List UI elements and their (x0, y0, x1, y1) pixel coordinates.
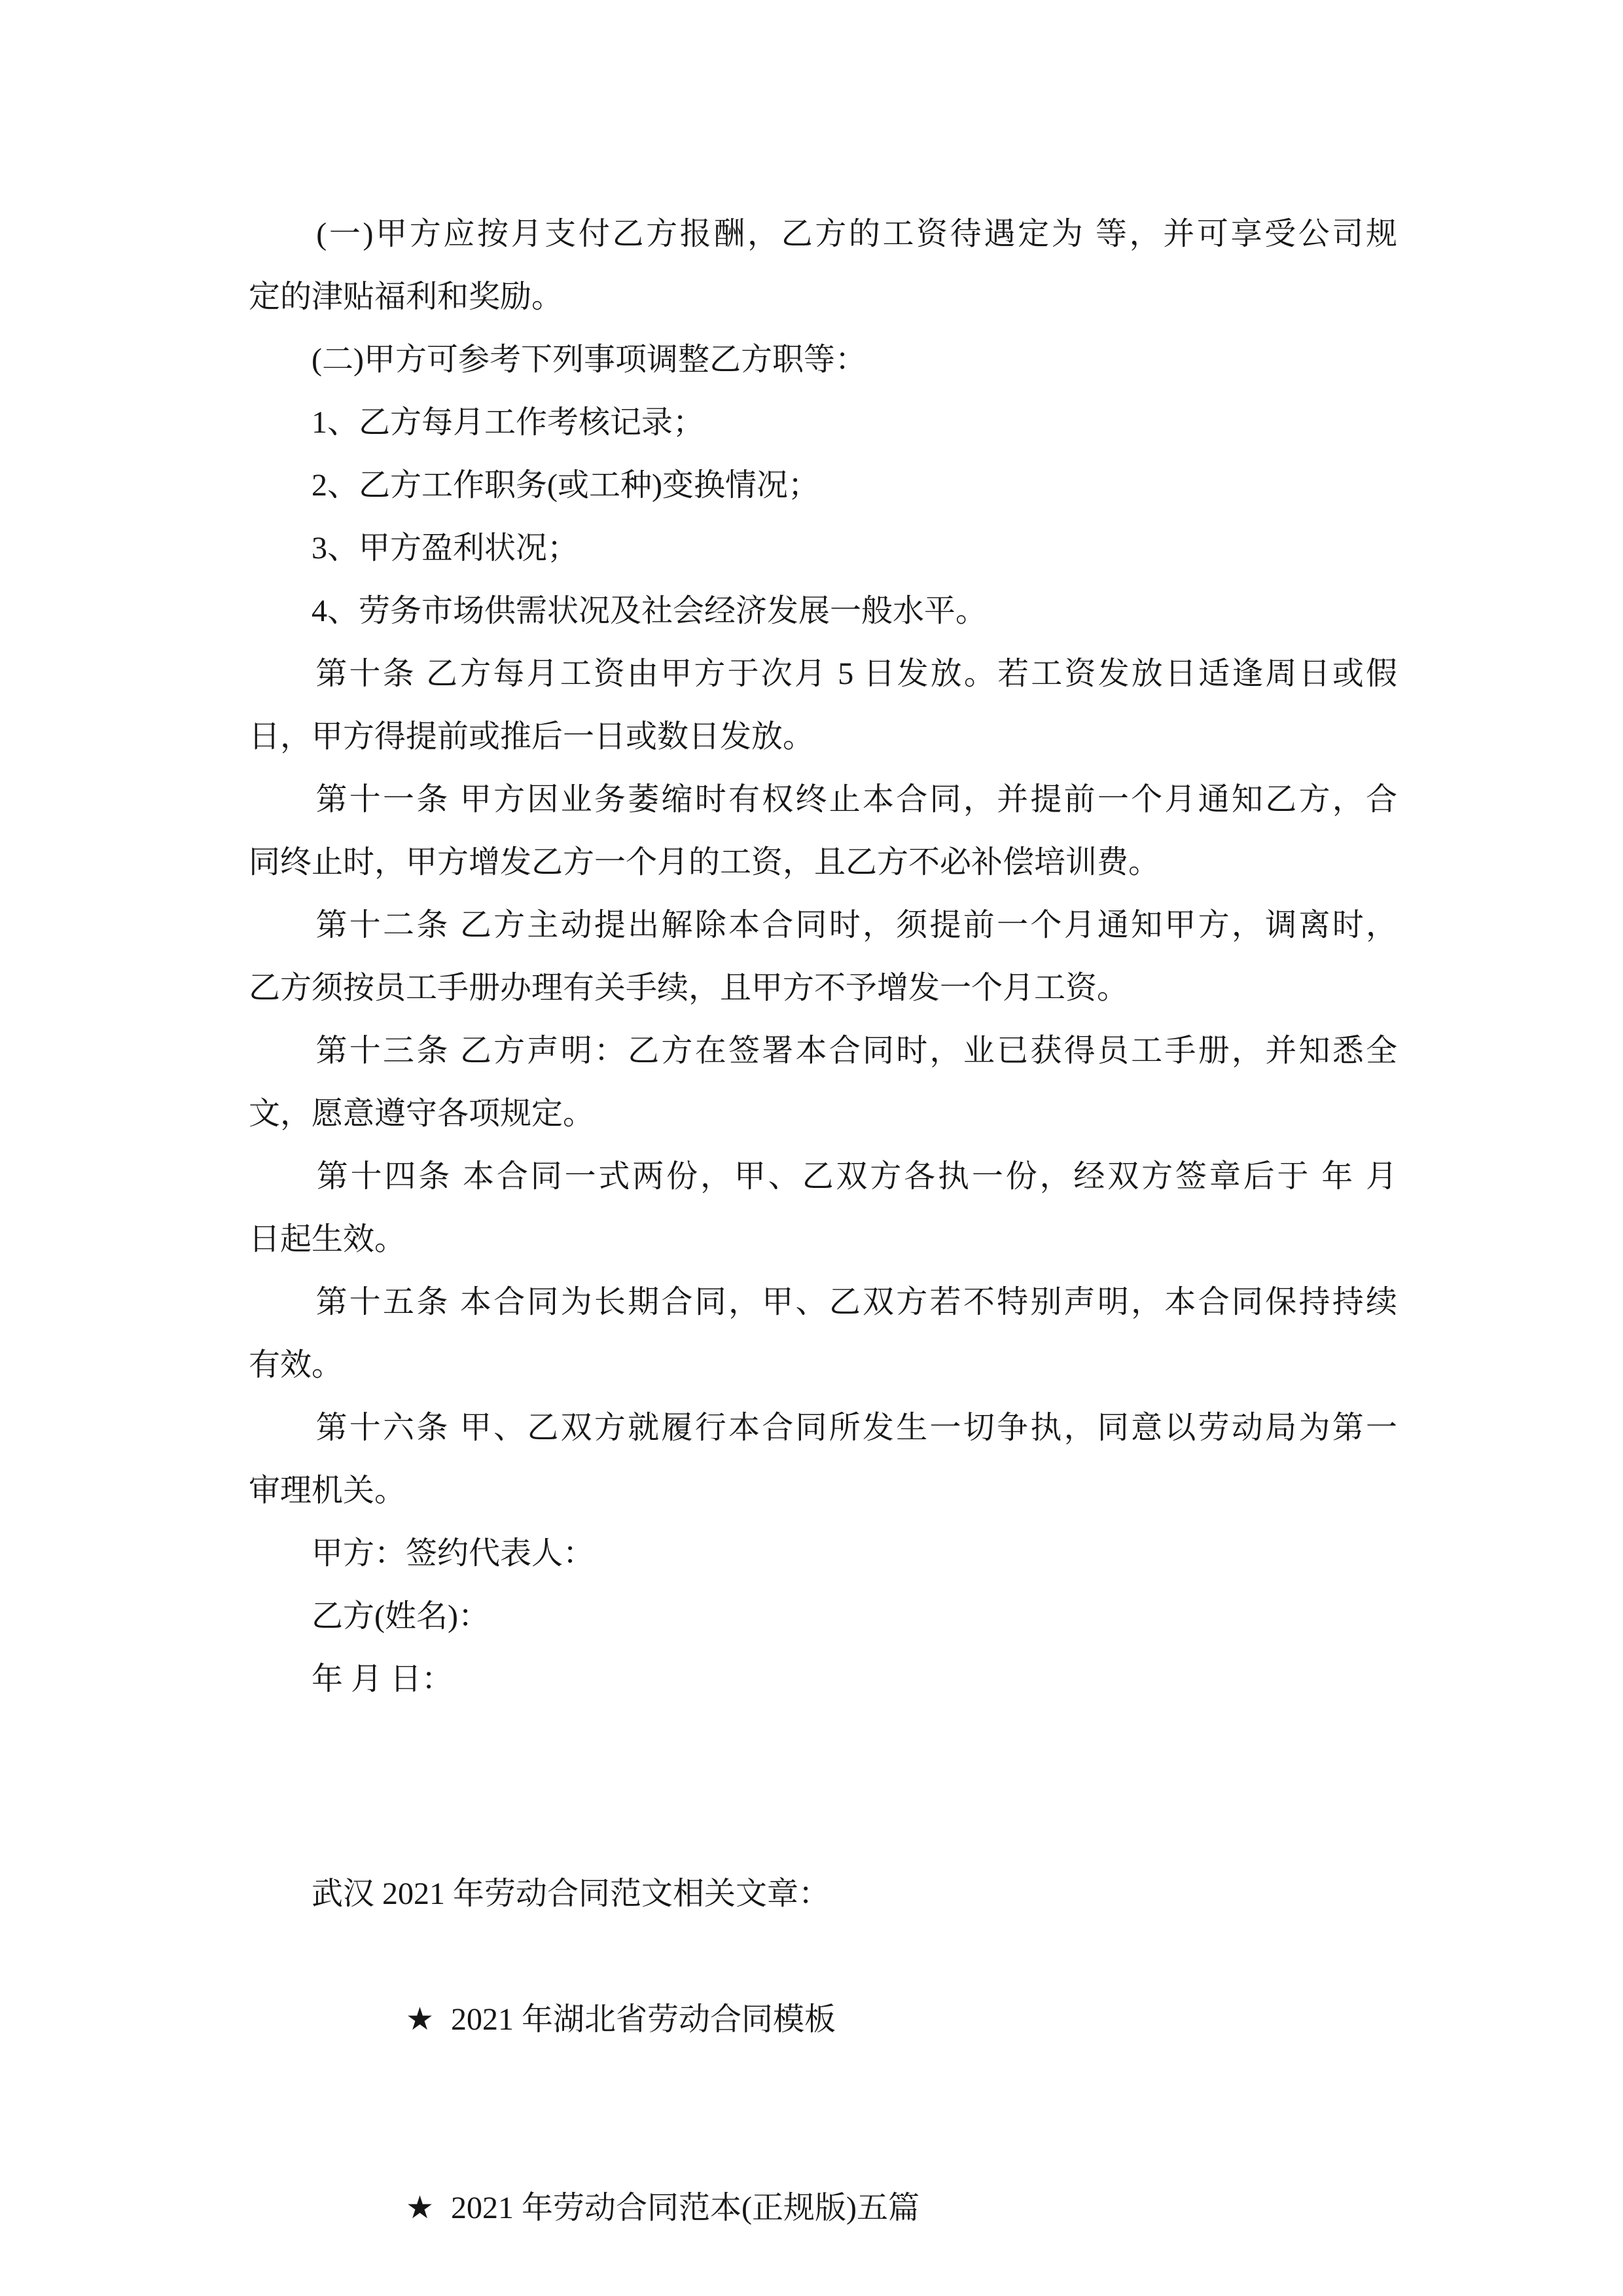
star-icon: ★ (406, 2002, 435, 2037)
related-article-item (312, 1926, 1397, 2114)
page-content (249, 203, 1397, 2296)
related-article-title: 2021 年劳动合同范本(正规版)五篇 (451, 2191, 920, 2225)
star-icon: ★ (406, 2191, 435, 2225)
text-line: 年 月 日： (249, 1662, 454, 1696)
text-line: 日起生效。 (249, 1222, 406, 1257)
text-line: 1、乙方每月工作考核记录； (249, 405, 705, 440)
related-article-title: 2021 年湖北省劳动合同模板 (451, 2002, 836, 2037)
text-line: 第十四条 本合同一式两份，甲、乙双方各执一份，经双方签章后于 年 月 (249, 1159, 1397, 1194)
text-line: 文，愿意遵守各项规定。 (249, 1096, 595, 1131)
text-line: 乙方(姓名)： (249, 1599, 490, 1634)
related-articles-list (312, 1926, 1397, 2296)
text-line: 乙方须按员工手册办理有关手续，且甲方不予增发一个月工资。 (249, 971, 1129, 1005)
contract-body-text (249, 203, 1397, 1711)
related-articles-section (249, 1863, 1397, 2296)
text-line: 4、劳务市场供需状况及社会经济发展一般水平。 (249, 594, 988, 628)
text-line: 3、甲方盈利状况； (249, 531, 579, 565)
text-line: 第十条 乙方每月工资由甲方于次月 5 日发放。若工资发放日适逢周日或假 (249, 656, 1397, 691)
text-line: 第十五条 本合同为长期合同，甲、乙双方若不特别声明，本合同保持持续 (249, 1285, 1397, 1319)
text-line: 第十二条 乙方主动提出解除本合同时，须提前一个月通知甲方，调离时， (249, 908, 1397, 942)
text-line: 第十三条 乙方声明：乙方在签署本合同时，业已获得员工手册，并知悉全 (249, 1033, 1397, 1068)
text-line: 第十一条 甲方因业务萎缩时有权终止本合同，并提前一个月通知乙方，合 (249, 782, 1397, 817)
text-line: (二)甲方可参考下列事项调整乙方职等： (249, 342, 866, 377)
text-line: 同终止时，甲方增发乙方一个月的工资，且乙方不必补偿培训费。 (249, 845, 1160, 880)
related-articles-heading: 武汉 2021 年劳动合同范文相关文章： (312, 1876, 830, 1911)
text-line: 甲方：签约代表人： (249, 1536, 595, 1571)
text-line: 有效。 (249, 1348, 344, 1382)
text-line: (一)甲方应按月支付乙方报酬，乙方的工资待遇定为 等，并可享受公司规 (249, 217, 1397, 251)
related-article-item (312, 2114, 1397, 2296)
text-line: 定的津贴福利和奖励。 (249, 279, 563, 314)
text-line: 2、乙方工作职务(或工种)变换情况； (249, 468, 819, 503)
text-line: 审理机关。 (249, 1473, 406, 1508)
text-line: 日，甲方得提前或推后一日或数日发放。 (249, 719, 815, 754)
text-line: 第十六条 甲、乙双方就履行本合同所发生一切争执，同意以劳动局为第一 (249, 1410, 1397, 1445)
